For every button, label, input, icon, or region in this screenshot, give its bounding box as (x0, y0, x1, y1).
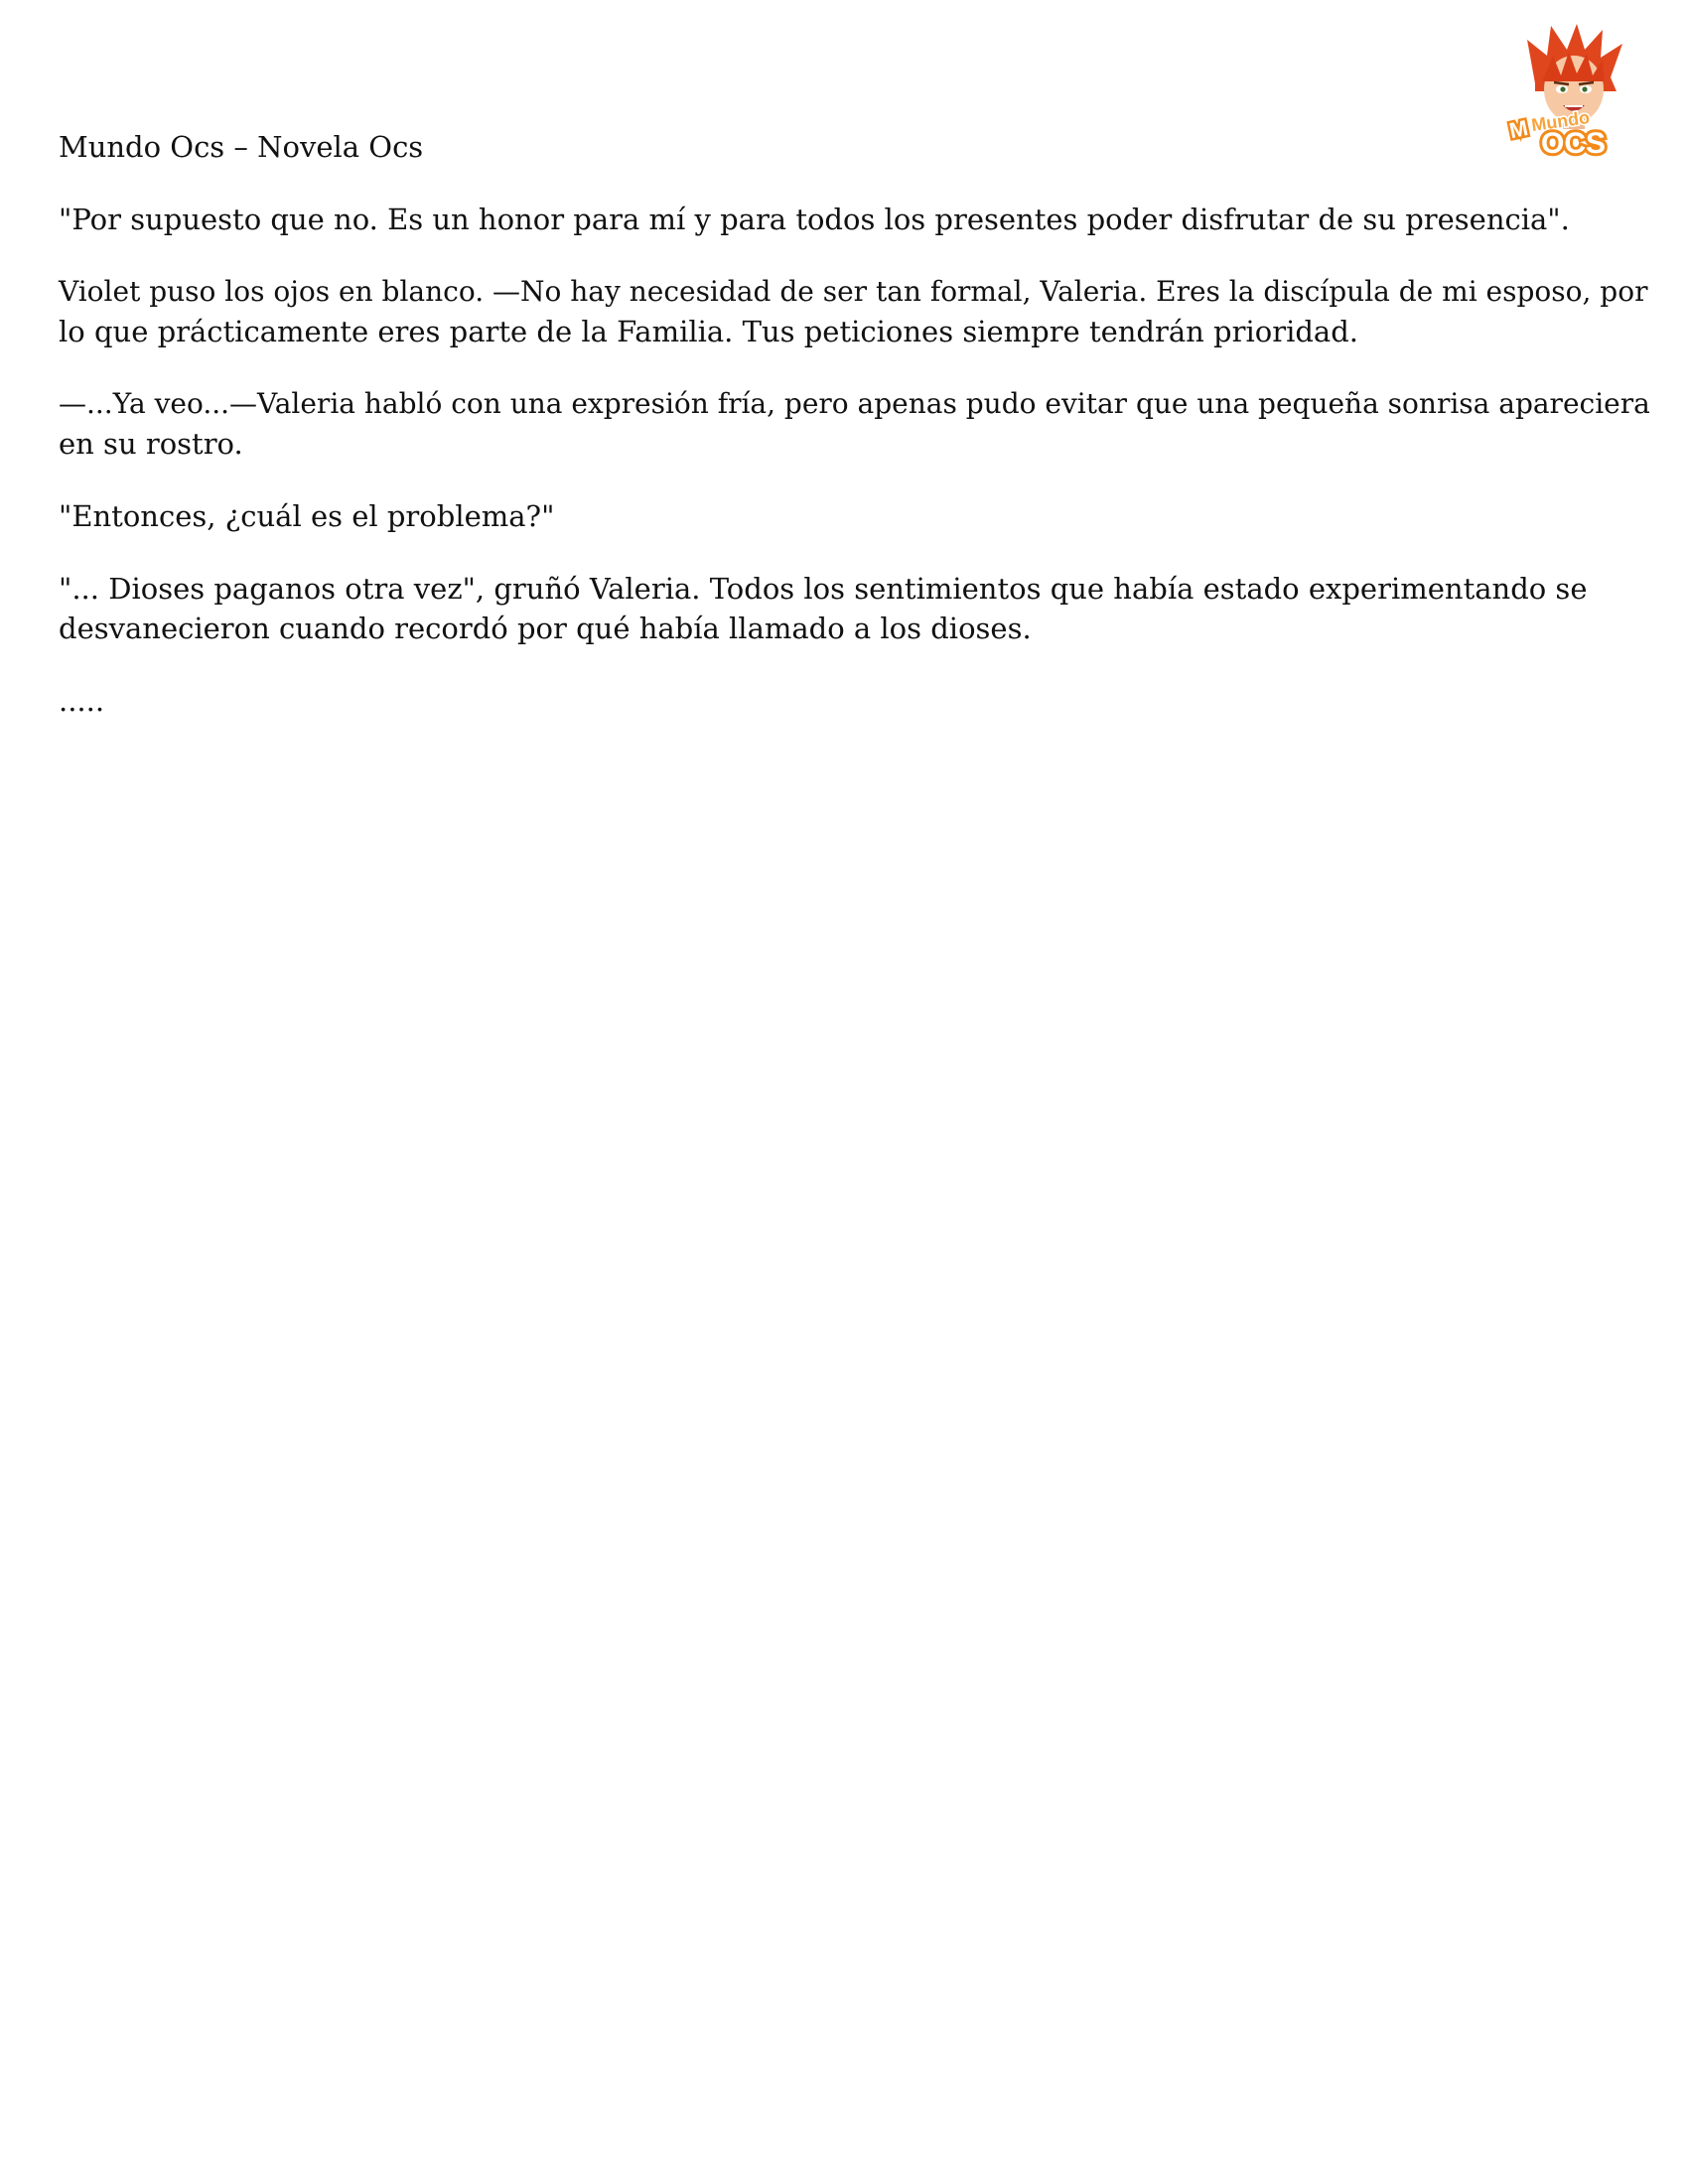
text-line: desvanecieron cuando recordó por qué había llamado a los dioses. (59, 612, 1032, 645)
paragraph-3 (59, 384, 1650, 464)
text-line: lo que prácticamente eres parte de la Familia. Tus peticiones siempre tendrán prioridad. (59, 315, 1358, 348)
svg-text:OCS: OCS (1541, 127, 1607, 157)
text-line: "Por supuesto que no. Es un honor para mí y para todos los presentes poder disfrutar de su presencia". (59, 203, 1570, 236)
paragraph-2 (59, 272, 1647, 351)
text-line: ..... (59, 684, 105, 718)
text-line: Violet puso los ojos en blanco. —No hay necesidad de ser tan formal, Valeria. Eres la discípula de mi esposo, por (59, 275, 1648, 308)
text-line: —...Ya veo...—Valeria habló con una expresión fría, pero apenas pudo evitar que una pequeña sonrisa apareciera (59, 387, 1650, 420)
paragraph-1 (59, 200, 1647, 239)
document-header: Mundo Ocs – Novela Ocs (59, 130, 424, 164)
text-line: "Entonces, ¿cuál es el problema?" (59, 499, 555, 533)
svg-text:M: M (1506, 114, 1531, 144)
text-line: "... Dioses paganos otra vez", gruñó Valeria. Todos los sentimientos que había estado experimentando se (59, 572, 1588, 606)
paragraph-6-ellipsis (59, 681, 1647, 721)
svg-text:Mundo: Mundo (1530, 107, 1592, 136)
document-body (59, 127, 1650, 753)
text-line: en su rostro. (59, 427, 243, 461)
paragraph-5 (59, 569, 1647, 648)
paragraph-4 (59, 496, 1647, 536)
